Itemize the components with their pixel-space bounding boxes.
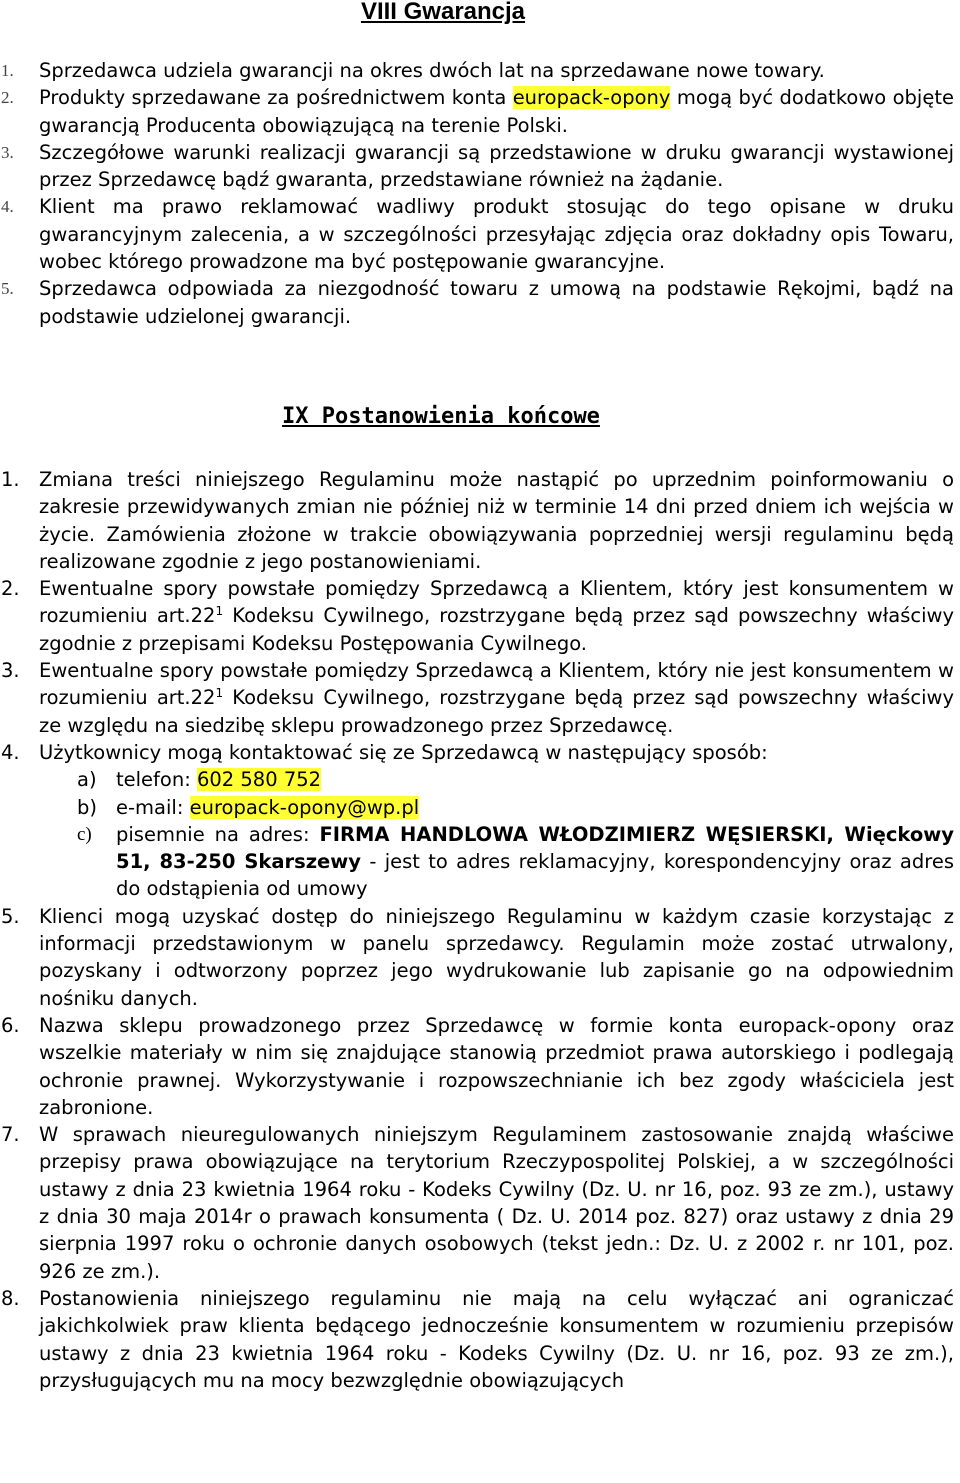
item-number: 7. xyxy=(1,1123,20,1147)
list-item xyxy=(0,466,954,575)
list-item xyxy=(0,903,954,1012)
sub-item-letter: c) xyxy=(77,823,92,845)
item-number: 1. xyxy=(1,61,14,80)
sub-item-letter: a) xyxy=(77,768,97,792)
item-number: 5. xyxy=(1,904,20,928)
highlighted-account-name: europack-opony xyxy=(512,86,671,110)
item-number: 6. xyxy=(1,1013,20,1037)
item-text: Nazwa sklepu prowadzonego przez Sprzedawcę w formie konta europack-opony oraz wszelkie materiały w nim się znajdujące stanowią przedmiot prawa autorskiego i podlegają ochronie prawnej. Wykorzystywanie i rozpowszechnianie ich bez zgody właściciela jest zabronione. xyxy=(39,1013,954,1119)
section-9-list xyxy=(0,466,954,1394)
item-number: 1. xyxy=(1,468,20,491)
item-number: 2. xyxy=(1,88,14,108)
item-number: 5. xyxy=(1,279,14,299)
item-number: 3. xyxy=(1,659,20,683)
list-item xyxy=(0,575,954,657)
contact-email xyxy=(39,794,954,821)
item-text: Postanowienia niniejszego regulaminu nie mają na celu wyłączać ani ograniczać jakichkolwiek praw klienta będącego jednocześnie konsumentem w rozumieniu przepisów ustawy z dnia 23 kwietnia 1964 roku - Kodeks Cywilny (Dz. U. nr 16, poz. 93 ze zm.), przysługujących mu na mocy bezwzględnie obowiązujących xyxy=(39,1286,954,1392)
postal-address: FIRMA HANDLOWA WŁODZIMIERZ WĘSIERSKI, Więckowy 51, 83-250 Skarszewy xyxy=(116,822,954,874)
item-text: Szczegółowe warunki realizacji gwarancji są przedstawione w druku gwarancji wystawionej przez Sprzedawcę bądź gwaranta, przedstawiane również na żądanie. xyxy=(39,140,954,192)
section-8-list xyxy=(0,57,954,330)
contact-label: telefon: xyxy=(116,768,197,792)
contact-note: - jest to adres reklamacyjny, korespondencyjny oraz adres do odstąpienia od umowy xyxy=(116,850,954,901)
contact-postal xyxy=(39,821,954,903)
item-text: Klient ma prawo reklamować wadliwy produkt stosując do tego opisane w druku gwarancyjnym zalecenia, a w szczególności przesyłając zdjęcia oraz dokładny opis Towaru, wobec którego prowadzone ma być postępowanie gwarancyjne. xyxy=(39,195,954,274)
item-text: Kodeksu Cywilnego, rozstrzygane będą przez sąd powszechny właściwy zgodnie z przepisami Kodeksu Postępowania Cywilnego. xyxy=(39,604,955,655)
item-text: Użytkownicy mogą kontaktować się ze Sprzedawcą w następujący sposób: xyxy=(39,740,768,764)
item-number: 4. xyxy=(1,740,20,764)
item-text: mogą być dodatkowo objęte gwarancją Producenta obowiązującą na terenie Polski. xyxy=(39,86,954,137)
list-item xyxy=(0,139,954,194)
list-item xyxy=(0,275,954,330)
list-item xyxy=(0,84,954,139)
contact-phone xyxy=(39,766,954,793)
list-item xyxy=(0,1285,954,1394)
item-text: W sprawach nieuregulowanych niniejszym Regulaminem zastosowanie znajdą właściwe przepisy prawa obowiązujące na terytorium Rzeczypospolitej Polskiej, a w szczególności ustawy z dnia 23 kwietnia 1964 roku - Kodeks Cywilny (Dz. U. nr 16, poz. 93 ze zm.), ustawy z dnia 30 maja 2014r o prawach konsumenta ( Dz. U. 2014 poz. 827) oraz ustawy z dnia 29 sierpnia 1997 roku o ochronie danych osobowych (tekst jedn.: Dz. U. z 2002 r. nr 101, poz. 926 ze zm.). xyxy=(39,1123,954,1283)
list-item xyxy=(0,1121,954,1285)
superscript: 1 xyxy=(215,686,224,701)
item-text: Ewentualne spory powstałe pomiędzy Sprzedawcą a Klientem, który nie jest konsumentem w rozumieniu art.22 xyxy=(39,659,954,710)
item-text: Kodeksu Cywilnego, rozstrzygane będą przez sąd powszechny właściwy ze względu na siedzibę sklepu prowadzonego przez Sprzedawcę. xyxy=(39,686,955,737)
email-address: europack-opony@wp.pl xyxy=(189,795,420,819)
item-number: 3. xyxy=(1,142,14,162)
item-text: Zmiana treści niniejszego Regulaminu może nastąpić po uprzednim poinformowaniu o zakresie przewidywanych zmian nie później niż w terminie 14 dni przed dniem ich wejścia w życie. Zamówienia złożone w trakcie obowiązywania poprzedniej wersji regulaminu będą realizowane zgodnie z jego postanowieniami. xyxy=(39,468,954,573)
item-text: Sprzedawca udziela gwarancji na okres dwóch lat na sprzedawane nowe towary. xyxy=(39,59,825,82)
contact-methods-list xyxy=(39,766,954,902)
section-9-title: IX Postanowienia końcowe xyxy=(282,404,600,429)
sub-item-letter: b) xyxy=(77,795,97,819)
contact-label: e-mail: xyxy=(116,795,190,819)
contact-label: pisemnie na adres: xyxy=(116,822,320,846)
list-item xyxy=(0,657,954,739)
list-item xyxy=(0,57,954,84)
list-item xyxy=(0,193,954,275)
item-number: 8. xyxy=(1,1286,20,1310)
item-text: Produkty sprzedawane za pośrednictwem konta xyxy=(39,86,513,110)
item-text: Klienci mogą uzyskać dostęp do niniejszego Regulaminu w każdym czasie korzystając z informacji przedstawionym w panelu sprzedawcy. Regulamin może zostać utrwalony, pozyskany i odtworzony poprzez jego wydrukowanie lub zapisanie go na odpowiednim nośniku danych. xyxy=(39,904,954,1010)
item-text: Ewentualne spory powstałe pomiędzy Sprzedawcą a Klientem, który jest konsumentem w rozumieniu art.22 xyxy=(39,577,954,628)
item-number: 4. xyxy=(1,197,14,217)
phone-number: 602 580 752 xyxy=(196,768,322,792)
superscript: 1 xyxy=(215,604,224,619)
list-item xyxy=(0,1012,954,1121)
item-number: 2. xyxy=(1,577,20,601)
list-item xyxy=(0,739,954,903)
section-8-title: VIII Gwarancja xyxy=(360,0,526,25)
item-text: Sprzedawca odpowiada za niezgodność towaru z umową na podstawie Rękojmi, bądź na podstawie udzielonej gwarancji. xyxy=(39,277,954,328)
